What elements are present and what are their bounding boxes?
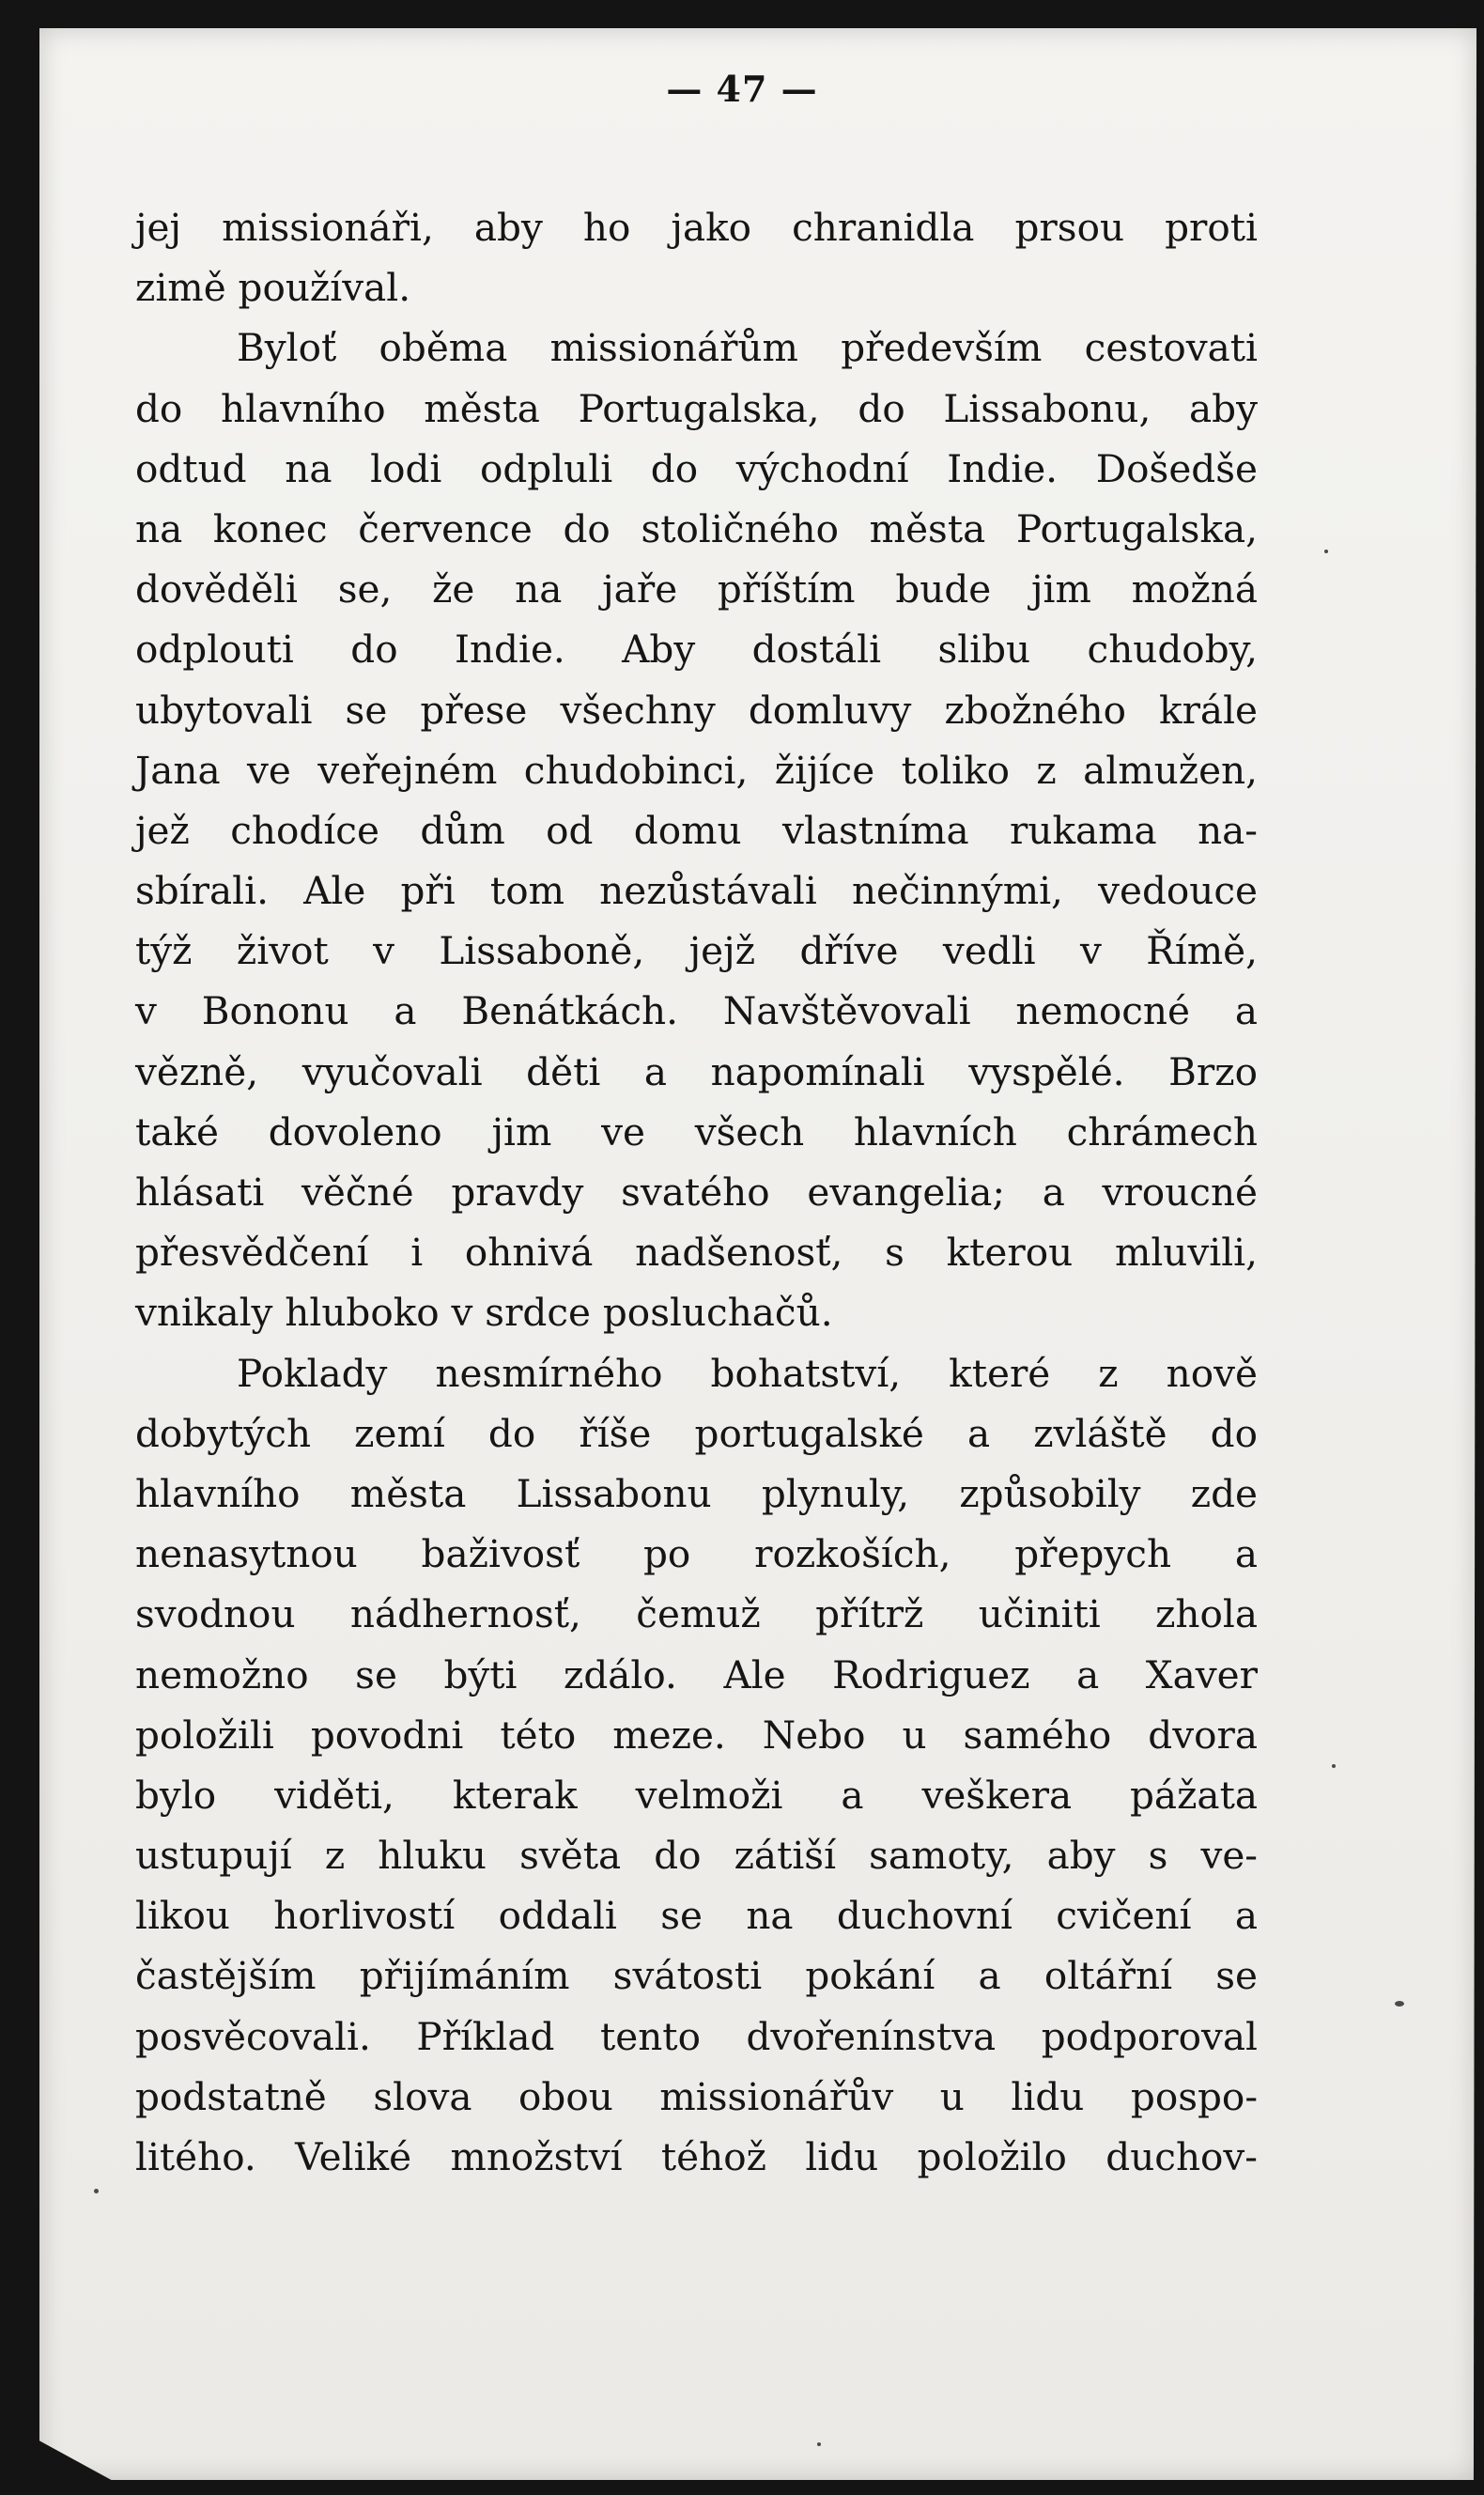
text-line: do hlavního města Portugalska, do Lissabonu, aby (135, 385, 1258, 431)
paper-speck (1395, 2001, 1404, 2007)
text-line: dověděli se, že na jaře příštím bude jim možná (135, 566, 1258, 612)
text-line: jež chodíce dům od domu vlastníma rukama na- (135, 807, 1258, 853)
text-line: svodnou nádhernosť, čemuž přítrž učiniti zhola (135, 1591, 1258, 1637)
text-line: přesvědčení i ohnivá nadšenosť, s kterou mluvili, (135, 1230, 1258, 1276)
text-line: Poklady nesmírného bohatství, které z nově (237, 1350, 1258, 1396)
paper-speck (817, 2442, 821, 2446)
text-line: litého. Veliké množství téhož lidu položilo duchov- (135, 2134, 1258, 2179)
text-line: hlásati věčné pravdy svatého evangelia; a vroucné (135, 1170, 1258, 1215)
text-line: na konec července do stoličného města Portugalska, (135, 505, 1258, 551)
text-line: ubytovali se přese všechny domluvy zbožného krále (135, 687, 1258, 733)
text-line: zimě používal. (135, 265, 411, 311)
text-line: ustupují z hluku světa do zátiší samoty, aby s ve- (135, 1833, 1258, 1879)
paper-speck (1324, 550, 1328, 553)
text-line: odtud na lodi odpluli do východní Indie. Došedše (135, 445, 1258, 491)
text-line: sbírali. Ale při tom nezůstávali nečinnými, vedouce (135, 868, 1258, 914)
text-line: dobytých zemí do říše portugalské a zvláště do (135, 1410, 1258, 1456)
text-line: v Bononu a Benátkách. Navštěvovali nemocné a (135, 988, 1258, 1034)
text-line: Jana ve veřejném chudobinci, žijíce toliko z almužen, (135, 747, 1258, 793)
paper-speck (1332, 1764, 1336, 1768)
paper-speck (94, 2189, 99, 2193)
text-line: hlavního města Lissabonu plynuly, způsobily zde (135, 1470, 1258, 1516)
text-line: nenasytnou baživosť po rozkoších, přepych a (135, 1531, 1258, 1577)
text-line: Byloť oběma missionářům především cestovati (237, 325, 1258, 371)
text-line: likou horlivostí oddali se na duchovní cvičení a (135, 1893, 1258, 1939)
text-line: vězně, vyučovali děti a napomínali vyspělé. Brzo (135, 1048, 1258, 1094)
body-text (135, 197, 1258, 2187)
text-line: vnikaly hluboko v srdce posluchačů. (135, 1290, 833, 1336)
text-line: také dovoleno jim ve všech hlavních chrámech (135, 1108, 1258, 1155)
text-line: položili povodni této meze. Nebo u samého dvora (135, 1712, 1258, 1758)
page-number: — 47 — (666, 68, 818, 110)
text-line: bylo viděti, kterak velmoži a veškera pážata (135, 1772, 1258, 1818)
text-line: posvěcovali. Příklad tento dvořenínstva podporoval (135, 2013, 1258, 2059)
text-line: týž život v Lissaboně, jejž dříve vedli v Římě, (135, 928, 1258, 974)
text-line: jej missionáři, aby ho jako chranidla prsou proti (135, 205, 1258, 250)
text-line: podstatně slova obou missionářův u lidu pospo- (135, 2073, 1258, 2119)
text-line: častějším přijímáním svátosti pokání a oltářní se (135, 1953, 1258, 1999)
text-line: odplouti do Indie. Aby dostáli slibu chudoby, (135, 627, 1258, 673)
text-line: nemožno se býti zdálo. Ale Rodriguez a Xaver (135, 1651, 1258, 1697)
